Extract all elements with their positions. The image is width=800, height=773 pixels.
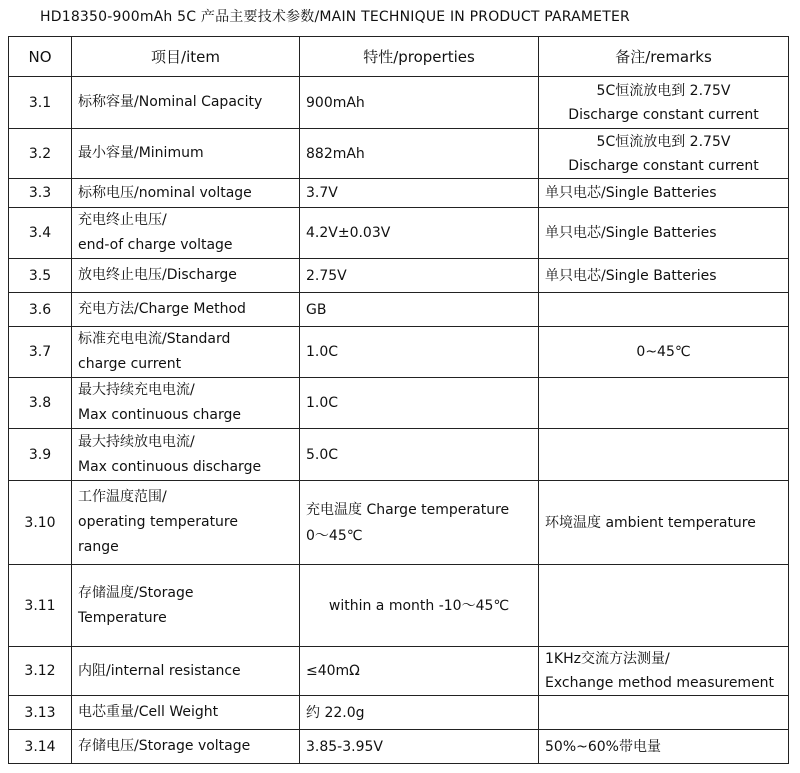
remark-cell-line: 环境温度 ambient temperature (545, 514, 756, 531)
table-row (9, 730, 789, 764)
property-cell (300, 327, 539, 378)
property-cell-line: 0～45℃ (306, 527, 363, 544)
remark-cell (539, 77, 789, 129)
remark-cell (539, 481, 789, 565)
table-row (9, 77, 789, 129)
remark-cell (539, 730, 789, 764)
property-cell (300, 730, 539, 764)
property-cell (300, 179, 539, 208)
remark-cell-line: Discharge constant current (568, 157, 759, 174)
property-cell (300, 647, 539, 696)
property-cell-line: within a month -10～45℃ (328, 597, 510, 614)
property-cell (300, 259, 539, 293)
item-cell-line: Max continuous discharge (78, 458, 262, 475)
row-number: 3.14 (9, 730, 72, 764)
property-cell-line: 882mAh (306, 145, 365, 162)
item-cell-line: 充电终止电压/ (78, 212, 167, 228)
table-row (9, 565, 789, 647)
remark-cell-line: 单只电芯/Single Batteries (545, 185, 717, 201)
property-cell-line: 5.0C (306, 446, 339, 463)
table-row (9, 129, 789, 179)
remark-cell (539, 129, 789, 179)
item-cell (72, 77, 300, 129)
property-cell (300, 293, 539, 327)
remark-cell-line: 单只电芯/Single Batteries (545, 225, 717, 241)
document-title: HD18350-900mAh 5C 产品主要技术参数/MAIN TECHNIQUE IN PRODUCT PARAMETER (40, 9, 630, 25)
item-cell-line: 标准充电电流/Standard (78, 331, 231, 347)
item-cell (72, 259, 300, 293)
table-row (9, 179, 789, 208)
item-cell (72, 647, 300, 696)
property-cell-line: 充电温度 Charge temperature (306, 501, 510, 518)
item-cell (72, 378, 300, 429)
remark-cell (539, 378, 789, 429)
remark-cell-line: 5C恒流放电到 2.75V (596, 133, 731, 150)
property-cell-line: 1.0C (306, 344, 339, 360)
header-no: NO (9, 37, 72, 77)
property-cell (300, 208, 539, 259)
item-cell (72, 565, 300, 647)
item-cell-line: 存储温度/Storage (78, 584, 194, 601)
table-row (9, 378, 789, 429)
table-header-row (9, 37, 789, 77)
row-number: 3.4 (9, 208, 72, 259)
table-row (9, 259, 789, 293)
property-cell-line: 约 22.0g (306, 704, 365, 721)
table-row (9, 208, 789, 259)
property-cell-line: 2.75V (306, 267, 347, 284)
remark-cell (539, 293, 789, 327)
table-row (9, 481, 789, 565)
item-cell-line: end-of charge voltage (78, 237, 233, 253)
item-cell-line: 最小容量/Minimum (78, 145, 204, 161)
table-row (9, 429, 789, 481)
property-cell (300, 77, 539, 129)
row-number: 3.10 (9, 481, 72, 565)
item-cell (72, 208, 300, 259)
item-cell-line: 标称电压/nominal voltage (78, 184, 252, 201)
property-cell-line: 3.85-3.95V (306, 738, 383, 755)
item-cell (72, 293, 300, 327)
property-cell (300, 481, 539, 565)
remark-cell-line: Exchange method measurement (545, 675, 775, 691)
remark-cell (539, 179, 789, 208)
property-cell (300, 129, 539, 179)
item-cell-line: 内阻/internal resistance (78, 662, 241, 679)
table-row (9, 293, 789, 327)
header-item: 项目/item (72, 37, 300, 77)
row-number: 3.5 (9, 259, 72, 293)
parameter-table (8, 36, 789, 764)
remark-cell (539, 208, 789, 259)
item-cell-line: 电芯重量/Cell Weight (78, 704, 219, 720)
remark-cell (539, 565, 789, 647)
item-cell-line: 放电终止电压/Discharge (78, 267, 237, 283)
table-row (9, 647, 789, 696)
item-cell-line: 充电方法/Charge Method (78, 301, 246, 317)
row-number: 3.7 (9, 327, 72, 378)
item-cell-line: 最大持续放电电流/ (78, 433, 195, 450)
remark-cell (539, 696, 789, 730)
item-cell-line: operating temperature (78, 514, 238, 530)
property-cell (300, 565, 539, 647)
item-cell (72, 481, 300, 565)
table-row (9, 696, 789, 730)
property-cell (300, 696, 539, 730)
item-cell-line: 标称容量/Nominal Capacity (78, 94, 263, 110)
property-cell-line: 1.0C (306, 395, 339, 411)
row-number: 3.9 (9, 429, 72, 481)
item-cell-line: 工作温度范围/ (78, 489, 167, 505)
item-cell (72, 696, 300, 730)
row-number: 3.13 (9, 696, 72, 730)
row-number: 3.12 (9, 647, 72, 696)
table-row (9, 327, 789, 378)
remark-cell (539, 429, 789, 481)
row-number: 3.11 (9, 565, 72, 647)
item-cell-line: Max continuous charge (78, 407, 241, 423)
remark-cell (539, 327, 789, 378)
remark-cell-line: 0~45℃ (636, 344, 691, 360)
property-cell-line: 4.2V±0.03V (306, 225, 391, 241)
item-cell-line: 存储电压/Storage voltage (78, 738, 251, 754)
property-cell (300, 429, 539, 481)
item-cell-line: charge current (78, 356, 182, 372)
row-number: 3.3 (9, 179, 72, 208)
row-number: 3.8 (9, 378, 72, 429)
property-cell (300, 378, 539, 429)
item-cell-line: range (78, 539, 119, 555)
row-number: 3.2 (9, 129, 72, 179)
property-cell-line: GB (306, 301, 327, 318)
header-properties: 特性/properties (300, 37, 539, 77)
remark-cell-line: 5C恒流放电到 2.75V (596, 82, 731, 99)
remark-cell-line: 50%~60%带电量 (545, 738, 661, 755)
header-remarks: 备注/remarks (539, 37, 789, 77)
property-cell-line: 3.7V (306, 185, 338, 201)
property-cell-line: 900mAh (306, 94, 365, 111)
remark-cell-line: Discharge constant current (568, 106, 759, 123)
item-cell (72, 730, 300, 764)
item-cell (72, 429, 300, 481)
remark-cell (539, 259, 789, 293)
item-cell-line: Temperature (78, 609, 167, 626)
property-cell-line: ≤40mΩ (306, 663, 360, 679)
remark-cell-line: 单只电芯/Single Batteries (545, 267, 717, 284)
item-cell-line: 最大持续充电电流/ (78, 382, 195, 398)
remark-cell-line: 1KHz交流方法测量/ (545, 651, 670, 667)
item-cell (72, 327, 300, 378)
row-number: 3.1 (9, 77, 72, 129)
row-number: 3.6 (9, 293, 72, 327)
item-cell (72, 129, 300, 179)
item-cell (72, 179, 300, 208)
remark-cell (539, 647, 789, 696)
